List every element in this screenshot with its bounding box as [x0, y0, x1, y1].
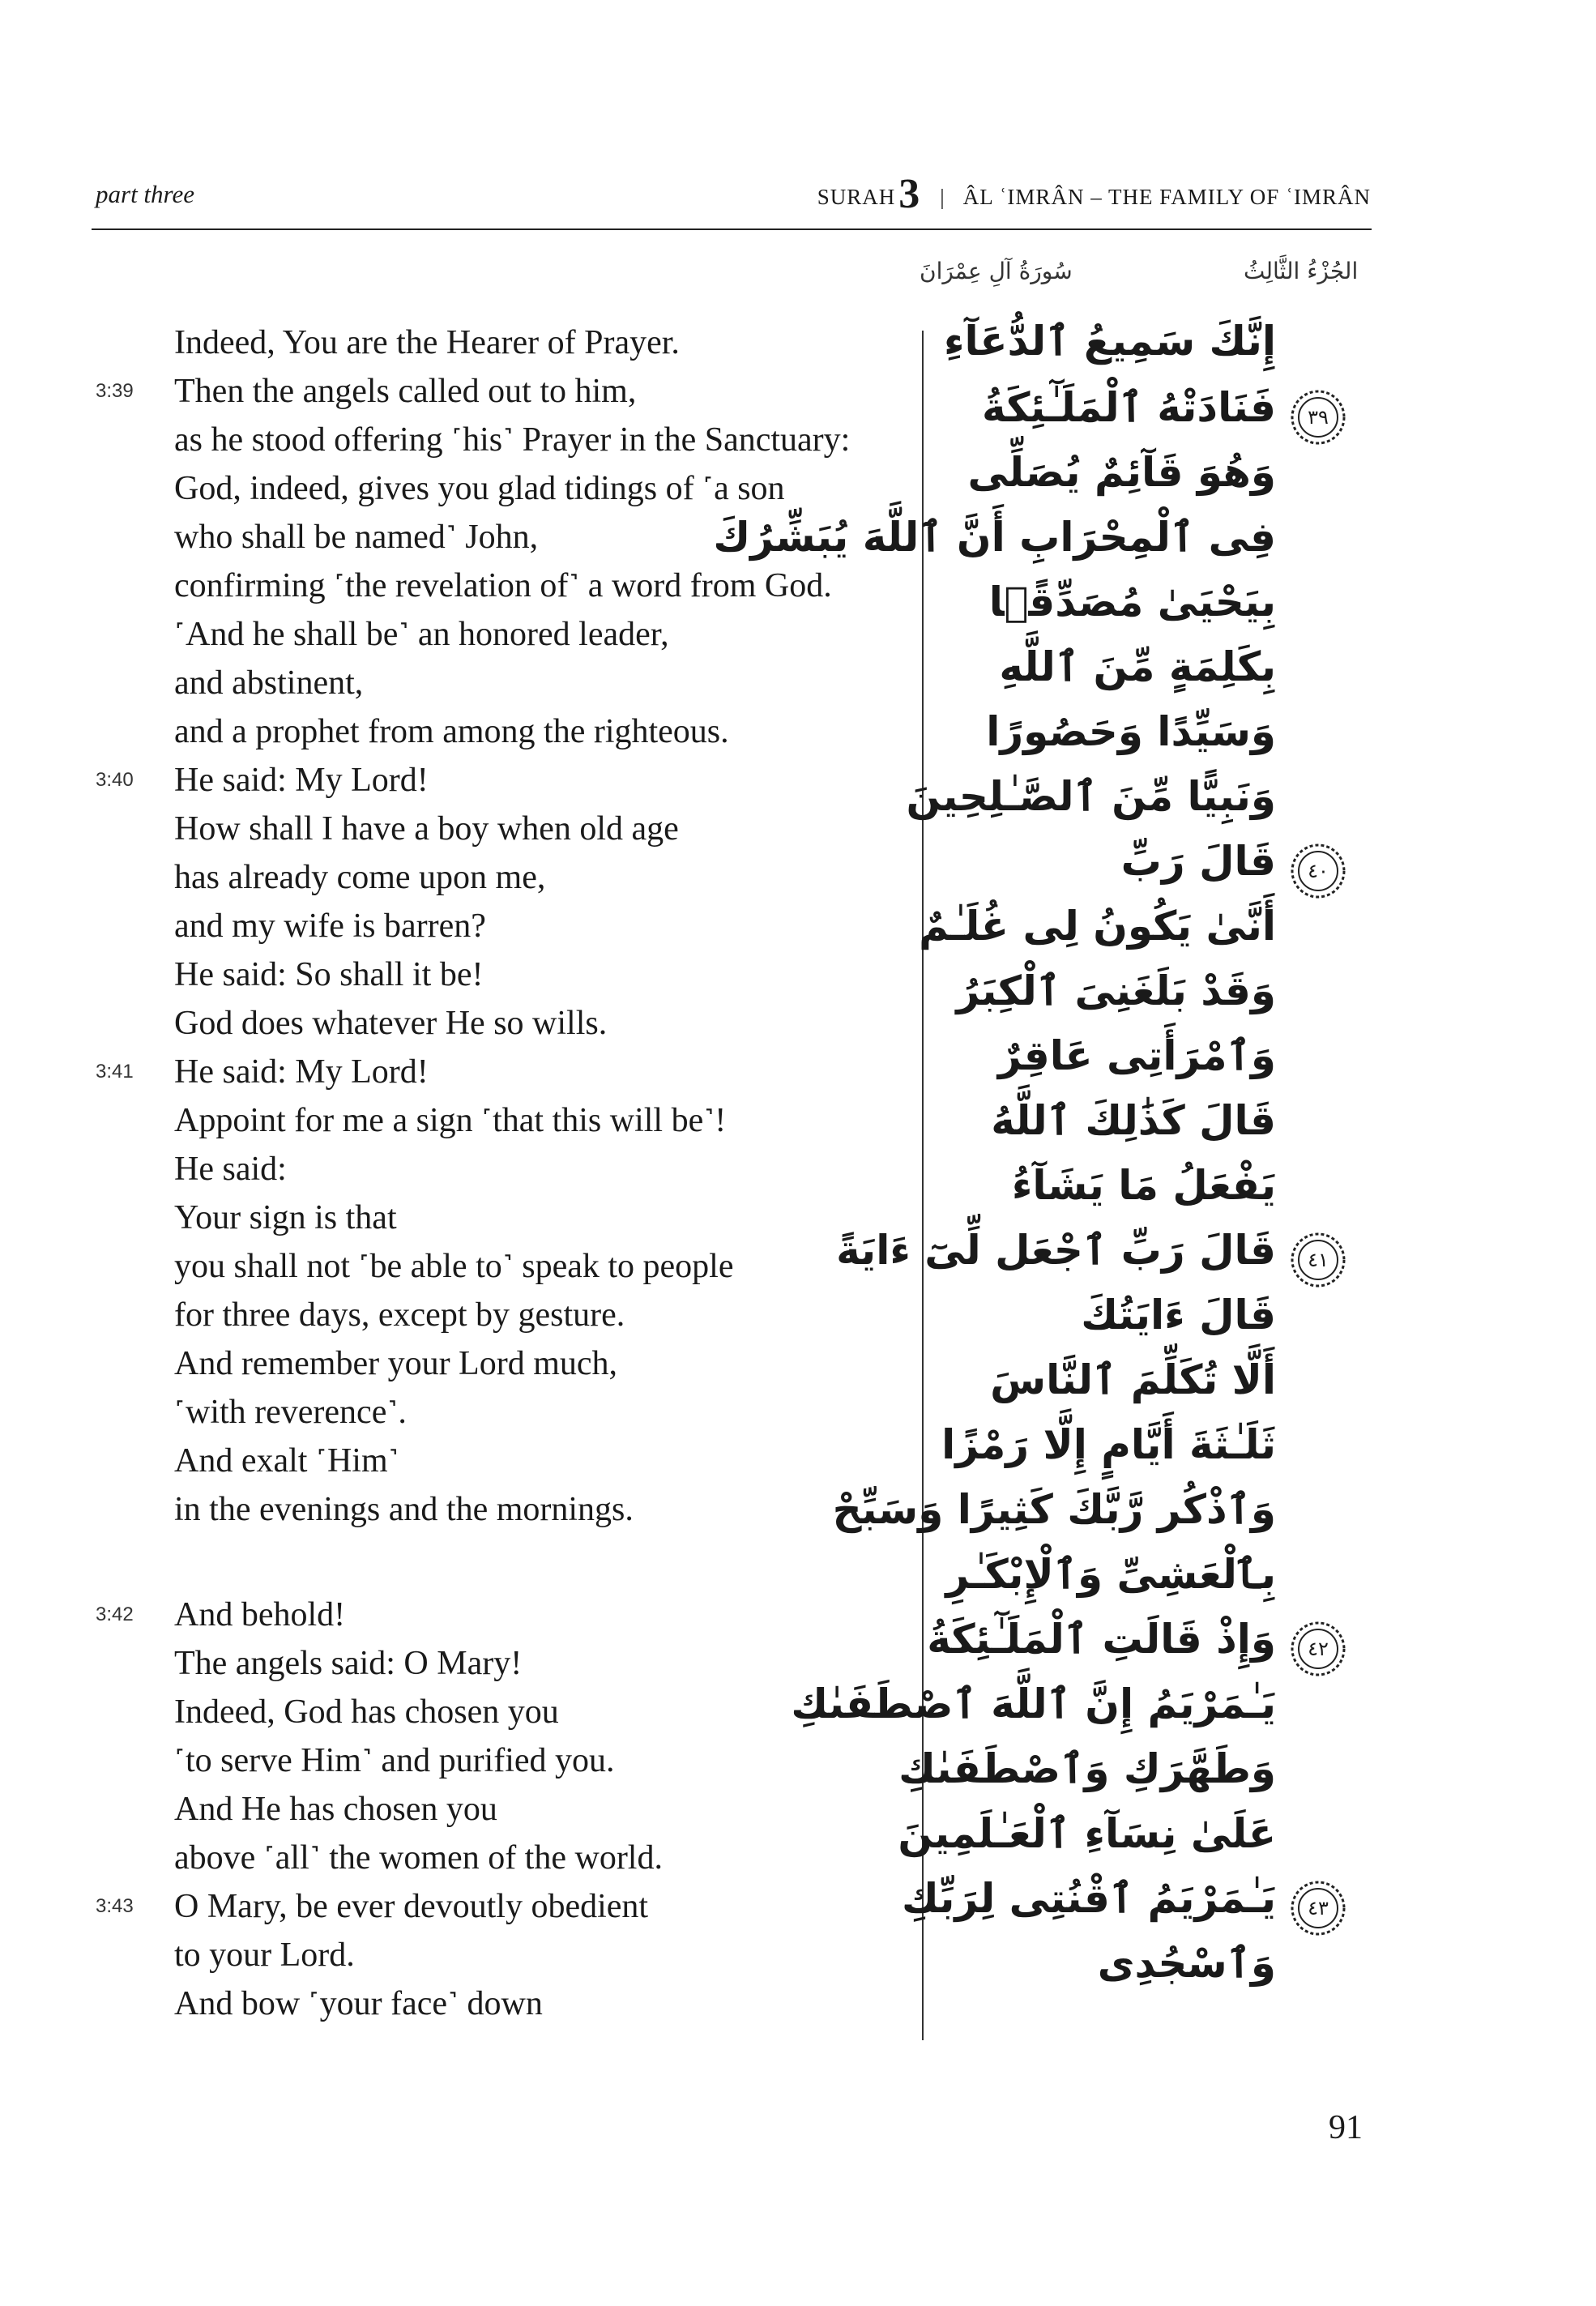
english-line: Indeed, You are the Hearer of Prayer. — [174, 324, 680, 361]
english-line: God does whatever He so wills. — [174, 1005, 608, 1042]
english-line: And exalt ˹Him˺ — [174, 1442, 399, 1480]
english-line: in the evenings and the mornings. — [174, 1491, 634, 1528]
english-line: He said: — [174, 1151, 287, 1188]
english-line: O Mary, be ever devoutly obedient — [174, 1888, 649, 1925]
english-line: ˹to serve Him˺ and purified you. — [174, 1742, 615, 1779]
english-line: He said: My Lord! — [174, 1053, 429, 1091]
english-line: He said: So shall it be! — [174, 956, 484, 993]
english-line: has already come upon me, — [174, 859, 546, 896]
english-line: and my wife is barren? — [174, 907, 486, 945]
arabic-line: وَٱذْكُر رَّبَّكَ كَثِيرًا وَسَبِّحْ — [832, 1486, 1276, 1533]
arabic-line: وَإِذْ قَالَتِ ٱلْمَلَـٰٓئِكَةُ — [927, 1616, 1276, 1663]
english-line: The angels said: O Mary! — [174, 1645, 523, 1682]
arabic-surah-heading: سُورَةُ آلِ عِمْرَانَ — [920, 258, 1073, 284]
ayah-number: ٤١ — [1308, 1249, 1329, 1271]
english-line: ˹And he shall be˺ an honored leader, — [174, 616, 669, 653]
arabic-line: أَنَّىٰ يَكُونُ لِى غُلَـٰمٌ — [919, 903, 1276, 950]
arabic-line: يَـٰمَرْيَمُ ٱقْنُتِى لِرَبِّكِ — [902, 1875, 1276, 1922]
english-line: who shall be named˺ John, — [174, 519, 539, 556]
english-line: And He has chosen you — [174, 1791, 497, 1828]
ayah-marker — [1288, 1230, 1348, 1290]
english-line: God, indeed, gives you glad tidings of ˹a son — [174, 470, 785, 507]
ayah-number: ٤٢ — [1308, 1638, 1329, 1660]
english-line: How shall I have a boy when old age — [174, 810, 679, 848]
arabic-line: وَنَبِيًّا مِّنَ ٱلصَّـٰلِحِينَ — [906, 773, 1276, 820]
english-line: He said: My Lord! — [174, 762, 429, 799]
arabic-line: وَهُوَ قَآئِمٌ يُصَلِّى — [967, 449, 1276, 496]
arabic-line: يَفْعَلُ مَا يَشَآءُ — [1011, 1162, 1276, 1209]
arabic-line: وَطَهَّرَكِ وَٱصْطَفَىٰكِ — [898, 1745, 1276, 1792]
arabic-line: وَقَدْ بَلَغَنِىَ ٱلْكِبَرُ — [956, 967, 1276, 1014]
ayah-marker — [1288, 1878, 1348, 1938]
ayah-number: ٣٩ — [1308, 406, 1329, 429]
surah-title: ÂL ʿIMRÂN – THE FAMILY OF ʿIMRÂN — [962, 185, 1371, 209]
arabic-line: فِى ٱلْمِحْرَابِ أَنَّ ٱللَّهَ يُبَشِّرُكَ — [713, 514, 1276, 561]
english-line: ˹with reverence˺. — [174, 1394, 407, 1431]
arabic-line: قَالَ رَبِّ — [1120, 838, 1276, 885]
english-line: for three days, except by gesture. — [174, 1296, 625, 1334]
part-label: part three — [96, 180, 194, 208]
arabic-line: قَالَ كَذَٰلِكَ ٱللَّهُ — [991, 1097, 1276, 1144]
arabic-line: وَٱسْجُدِى — [1097, 1940, 1276, 1987]
verse-number: 3:41 — [96, 1061, 134, 1083]
english-line: you shall not ˹be able to˺ speak to people — [174, 1248, 734, 1285]
english-line: And bow ˹your face˺ down — [174, 1985, 543, 2022]
english-line: Indeed, God has chosen you — [174, 1693, 559, 1731]
arabic-line: ثَلَـٰثَةَ أَيَّامٍ إِلَّا رَمْزًا — [941, 1421, 1276, 1468]
english-line: And behold! — [174, 1596, 346, 1633]
arabic-line: قَالَ ءَايَتُكَ — [1081, 1292, 1276, 1339]
arabic-line: بِكَلِمَةٍ مِّنَ ٱللَّهِ — [999, 643, 1276, 690]
english-line: Then the angels called out to him, — [174, 373, 637, 410]
ayah-marker — [1288, 841, 1348, 901]
english-line: And remember your Lord much, — [174, 1345, 618, 1382]
arabic-line: بِيَحْيَىٰ مُصَدِّقًۢا — [988, 579, 1276, 626]
arabic-juz-heading: الجُزْءُ الثَّالِثُ — [1244, 258, 1359, 284]
verse-number: 3:43 — [96, 1895, 134, 1917]
ayah-number: ٤٠ — [1308, 860, 1329, 882]
surah-header — [817, 170, 1371, 218]
english-line: as he stood offering ˹his˺ Prayer in the Sanctuary: — [174, 421, 851, 459]
english-line: to your Lord. — [174, 1937, 355, 1974]
verse-number: 3:42 — [96, 1604, 134, 1625]
ayah-marker — [1288, 1619, 1348, 1679]
arabic-line: بِٱلْعَشِىِّ وَٱلْإِبْكَـٰرِ — [945, 1551, 1276, 1598]
arabic-line: فَنَادَتْهُ ٱلْمَلَـٰٓئِكَةُ — [982, 384, 1276, 431]
english-line: above ˹all˺ the women of the world. — [174, 1839, 663, 1877]
english-line: and a prophet from among the righteous. — [174, 713, 729, 750]
english-line: and abstinent, — [174, 664, 364, 702]
surah-number: 3 — [898, 171, 921, 217]
english-line: Appoint for me a sign ˹that this will be˺! — [174, 1102, 727, 1139]
page-number: 91 — [1329, 2109, 1363, 2146]
arabic-line: وَٱمْرَأَتِى عَاقِرٌ — [997, 1032, 1276, 1079]
header-separator: | — [940, 185, 945, 209]
arabic-line: أَلَّا تُكَلِّمَ ٱلنَّاسَ — [990, 1356, 1276, 1403]
ayah-marker — [1288, 387, 1348, 447]
ayah-number: ٤٣ — [1308, 1897, 1329, 1920]
arabic-line: وَسَيِّدًا وَحَصُورًا — [986, 708, 1276, 755]
verse-number: 3:40 — [96, 769, 134, 791]
arabic-line: قَالَ رَبِّ ٱجْعَل لِّىٓ ءَايَةً — [836, 1227, 1276, 1274]
header-rule — [92, 228, 1372, 230]
english-line: Your sign is that — [174, 1199, 397, 1236]
verse-number: 3:39 — [96, 380, 134, 402]
surah-word: SURAH — [817, 185, 896, 209]
english-line: confirming ˹the revelation of˺ a word from God. — [174, 567, 832, 604]
arabic-line: إِنَّكَ سَمِيعُ ٱلدُّعَآءِ — [944, 318, 1276, 365]
arabic-line: عَلَىٰ نِسَآءِ ٱلْعَـٰلَمِينَ — [898, 1810, 1276, 1857]
arabic-line: يَـٰمَرْيَمُ إِنَّ ٱللَّهَ ٱصْطَفَىٰكِ — [791, 1680, 1276, 1727]
